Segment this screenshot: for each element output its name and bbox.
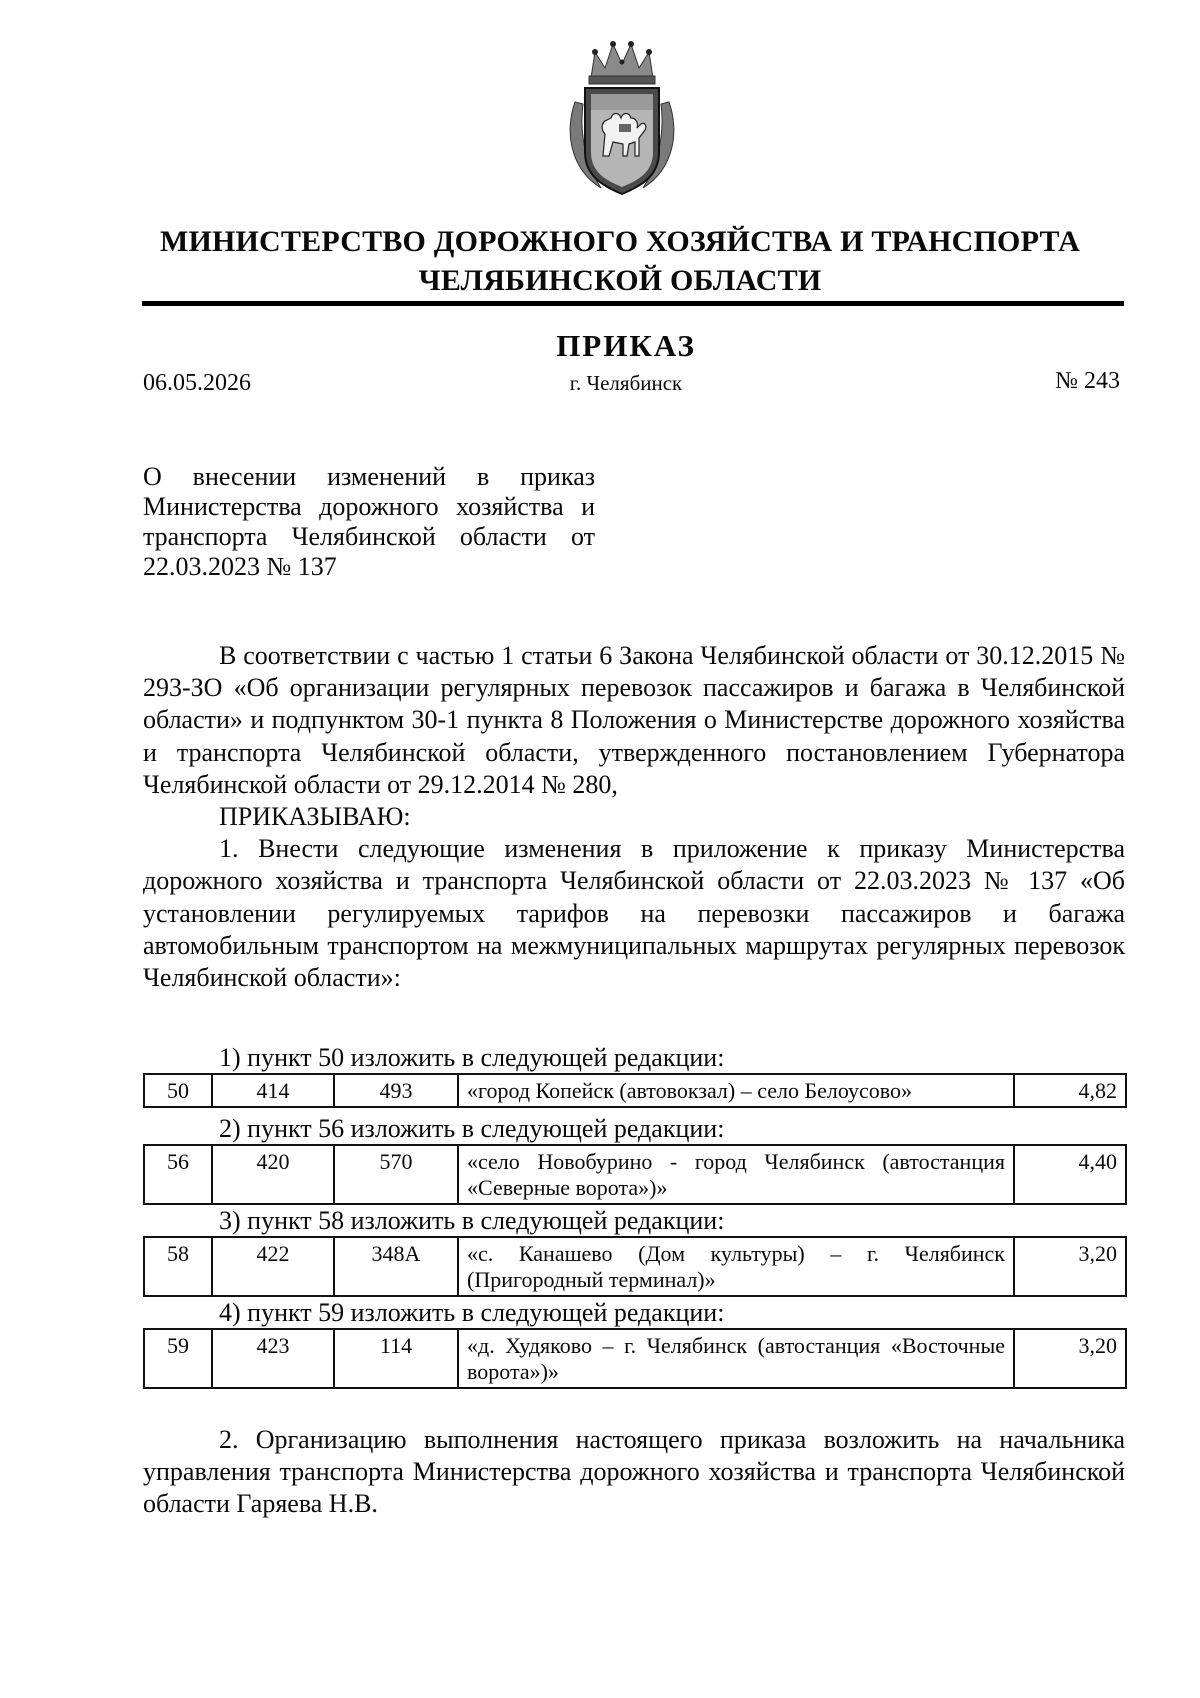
cell-reg-no: 423 [212, 1329, 334, 1388]
ministry-name-line2: ЧЕЛЯБИНСКОЙ ОБЛАСТИ [418, 264, 822, 297]
amendment-heading: 2) пункт 56 изложить в следующей редакции: [219, 1114, 725, 1143]
amendment-table [143, 1073, 1127, 1108]
ministry-name-line1: МИНИСТЕРСТВО ДОРОЖНОГО ХОЗЯЙСТВА И ТРАНСПОРТА [159, 225, 1081, 258]
table-row [144, 1074, 1126, 1107]
amendment-heading: 4) пункт 59 изложить в следующей редакции: [219, 1298, 725, 1327]
cell-route-no: 114 [334, 1329, 458, 1388]
amendment-table [143, 1328, 1127, 1389]
cell-tariff: 4,40 [1014, 1145, 1126, 1204]
cell-reg-no: 420 [212, 1145, 334, 1204]
table-row [144, 1237, 1126, 1296]
order-word: ПРИКАЗЫВАЮ: [219, 802, 411, 832]
cell-route-name: «с. Канашево (Дом культуры) – г. Челябинск (Пригородный терминал)» [458, 1237, 1014, 1296]
header-divider [142, 301, 1124, 306]
order-subject: О внесении изменений в приказ Министерства дорожного хозяйства и транспорта Челябинской области от 22.03.2023 № 137 [143, 462, 595, 581]
coat-of-arms-icon [561, 38, 683, 200]
cell-item-no: 56 [144, 1145, 212, 1204]
table-row [144, 1329, 1126, 1388]
cell-item-no: 50 [144, 1074, 212, 1107]
ministry-name [120, 222, 1120, 300]
cell-tariff: 4,82 [1014, 1074, 1126, 1107]
item-2-block [143, 1424, 1125, 1521]
preamble-paragraph: В соответствии с частью 1 статьи 6 Закона Челябинской области от 30.12.2015 № 293-ЗО «Об организации регулярных перевозок пассажиров и багажа в Челябинской области» и подпунктом 30-1 пункта 8 Положения о Министерстве дорожного хозяйства и транспорта Челябинской области, утвержденного постановлением Губернатора Челябинской области от 29.12.2014 № 280, [143, 641, 1125, 799]
order-date: 06.05.2026 [143, 370, 251, 396]
cell-item-no: 58 [144, 1237, 212, 1296]
amendment-table [143, 1144, 1127, 1205]
cell-route-no: 348А [334, 1237, 458, 1296]
order-city: г. Челябинск [569, 371, 683, 395]
cell-route-name: «д. Худяково – г. Челябинск (автостанция «Восточные ворота»)» [458, 1329, 1014, 1388]
cell-route-name: «село Новобурино - город Челябинск (автостанция «Северные ворота»)» [458, 1145, 1014, 1204]
table-row [144, 1145, 1126, 1204]
amendment-heading: 1) пункт 50 изложить в следующей редакции: [219, 1043, 725, 1072]
item-1: 1. Внести следующие изменения в приложение к приказу Министерства дорожного хозяйства и транспорта Челябинской области от 22.03.2023 № 137 «Об установлении регулируемых тарифов на перевозки пассажиров и багажа автомобильным транспортом на межмуниципальных маршрутах регулярных перевозок Челябинской области»: [143, 834, 1125, 993]
item-2: 2. Организацию выполнения настоящего приказа возложить на начальника управления транспорта Министерства дорожного хозяйства и транспорта Челябинской области Гаряева Н.В. [143, 1425, 1125, 1519]
cell-tariff: 3,20 [1014, 1329, 1126, 1388]
amendment-heading: 3) пункт 58 изложить в следующей редакции: [219, 1206, 725, 1235]
cell-route-name: «город Копейск (автовокзал) – село Белоусово» [458, 1074, 1014, 1107]
order-title: ПРИКАЗ [556, 328, 696, 363]
order-body [143, 640, 1125, 994]
cell-reg-no: 414 [212, 1074, 334, 1107]
order-number: № 243 [1055, 368, 1120, 394]
cell-tariff: 3,20 [1014, 1237, 1126, 1296]
cell-route-no: 570 [334, 1145, 458, 1204]
amendment-table [143, 1236, 1127, 1297]
cell-item-no: 59 [144, 1329, 212, 1388]
cell-route-no: 493 [334, 1074, 458, 1107]
cell-reg-no: 422 [212, 1237, 334, 1296]
